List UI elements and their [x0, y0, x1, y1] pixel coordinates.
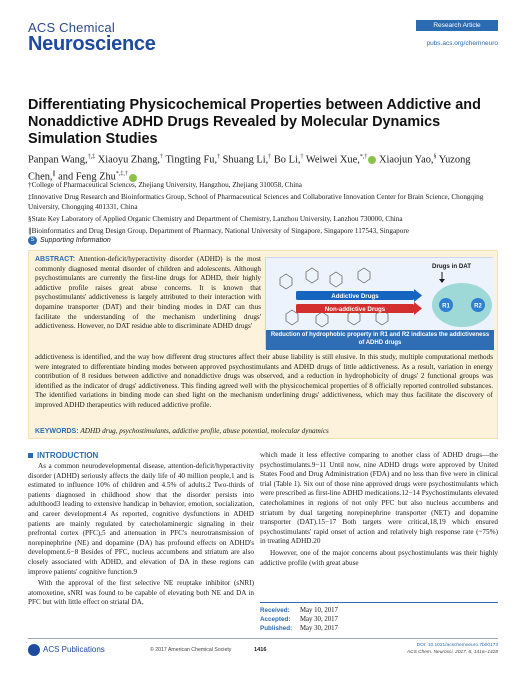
- affiliation: §State Key Laboratory of Applied Organic Chemistry and Department of Chemistry, Lanzhou University, Lanzhou 730000, China: [28, 215, 403, 223]
- publisher-name: ACS Publications: [43, 645, 105, 655]
- supporting-info-link[interactable]: [28, 236, 111, 245]
- intro-left-column: [28, 462, 254, 610]
- date-label: Accepted:: [260, 616, 291, 623]
- author-affil-mark: §: [433, 154, 437, 160]
- acs-publications-logo[interactable]: [28, 644, 105, 656]
- publication-dates: [260, 602, 498, 633]
- toc-caption: Reduction of hydrophobic property in R1 and R2 indicates the addictiveness of ADHD drugs: [270, 332, 490, 346]
- date-value: May 30, 2017: [300, 616, 338, 623]
- author-affil-mark: †: [160, 154, 164, 160]
- orcid-icon[interactable]: [368, 156, 376, 164]
- author-affil-mark: *,†: [359, 154, 368, 160]
- affiliation: ‡Innovative Drug Research and Bioinformatics Group, School of Pharmaceutical Sciences and Collaborative Innovation Center for Brain Science, Chongqing University, Chongqing 401331, China: [28, 193, 484, 211]
- affiliation: †College of Pharmaceutical Sciences, Zhejiang University, Hangzhou, Zhejiang 310058, China: [28, 181, 302, 189]
- author-affil-mark: †: [217, 154, 221, 160]
- page-footer: [28, 638, 498, 658]
- author-affil-mark: *,‡,†: [115, 171, 128, 178]
- author-name[interactable]: Weiwei Xue,: [305, 154, 360, 166]
- journal-name-main: Neuroscience: [28, 33, 156, 55]
- journal-url-link[interactable]: pubs.acs.org/chemneuro: [426, 40, 498, 47]
- keywords-text: ADHD drug, psychostimulants, addictive profile, abuse potential, molecular dynamics: [80, 427, 329, 435]
- date-row: [260, 606, 498, 615]
- doi-link[interactable]: DOI: 10.1021/acschemneuro.7b00173: [416, 643, 498, 648]
- author-name[interactable]: Yuzong Chen,: [28, 154, 471, 183]
- addictive-drugs-label: Addictive Drugs: [331, 293, 379, 300]
- date-row: [260, 615, 498, 624]
- date-row: [260, 624, 498, 633]
- drugs-in-dat-label: Drugs in DAT: [432, 263, 472, 270]
- doi-block: [407, 643, 498, 656]
- keywords-label: KEYWORDS:: [35, 428, 79, 435]
- affiliation: ∥Bioinformatics and Drug Design Group, Department of Pharmacy, National University of Singapore, Singapore 117543, Singapore: [28, 227, 409, 235]
- nonaddictive-drugs-label: Non-addictive Drugs: [324, 306, 386, 313]
- supporting-info-label: Supporting Information: [40, 237, 111, 244]
- abstract-text-1: Attention-deficit/hyperactivity disorder (ADHD) is the most commonly diagnosed mental disorder of children and adolescents. Although psychostimulants are currently the first-line drugs for ADHD, their highly addictive profile raises great abuse concerns. It is known that psychostimulants' addictiveness is largely attributed to their interaction with dopamine transporter (DAT) and their binding modes in DAT can thus facilitate the understanding of the mechanism underlining drugs' addictiveness. However, no DAT residue able to discriminate ADHD drugs': [35, 255, 261, 331]
- intro-paragraph: which made it less effective comparing to another class of ADHD drugs—the psychostimulants.9−11 Until now, nine ADHD drugs were approved by United States Food and Drug Administration (FDA) and no less than five were in clinical trial (Table 1). Six out of those nine approved drugs were psychostimulants which were prescribed as first-line ADHD medications.12−14 Psychostimulants elevated catecholamines in regions of not only PFC but also nucleus accumbens and striatum by dual targeting norepinephrine transporter (NET) and dopamine transporter (DAT).15−17 Both targets were critical,18,19 which ensured psychostimulants' rapid onset of action and relatively high response rate (~75%) in treating ADHD.20: [260, 451, 498, 546]
- author-name[interactable]: Xiaojun Yao,: [378, 154, 434, 166]
- journal-name-top: ACS Chemical: [28, 20, 115, 35]
- author-name[interactable]: Bo Li,: [273, 154, 301, 166]
- author-name[interactable]: Xiaoyu Zhang,: [97, 154, 161, 166]
- date-value: May 10, 2017: [300, 607, 338, 614]
- r1-label: R1: [442, 303, 450, 310]
- supporting-info-icon: S: [28, 236, 37, 245]
- article-title: Differentiating Physicochemical Properties between Addictive and Nonaddictive ADHD Drugs Revealed by Molecular Dynamics Simulation Studies: [28, 97, 481, 147]
- author-name[interactable]: Panpan Wang,: [28, 154, 88, 166]
- author-name[interactable]: Tingting Fu,: [165, 154, 218, 166]
- page-number: 1416: [254, 647, 267, 653]
- citation: ACS Chem. Neurosci. 2017, 8, 1416−1428: [406, 649, 498, 655]
- journal-header: [28, 20, 498, 64]
- affiliations: [28, 180, 498, 238]
- intro-paragraph: With the approval of the first selective NE reuptake inhibitor (sNRI) atomoxetine, sNRI was found to be capable of elevating both NE and DA in PFC but with little effect on striatal DA,: [28, 579, 254, 607]
- author-affil-mark: †: [300, 154, 304, 160]
- intro-right-column: [260, 451, 498, 570]
- abstract-text-2: addictiveness is identified, and the way how different drug structures affect their abuse liability is still elusive. In this study, multiple computational methods were integrated to differentiate binding modes between approved psychostimulants and ADHD drugs of little addictiveness. As a result, variation in energy contribution of 8 residues between addictive and nonaddictive drugs was observed, and a reduction in hydrophobicity of drugs' 2 functional groups was identified as the indicator of drugs' addictiveness. This finding agreed well with the physicochemical properties of 8 officially reported controlled substances. The identified variations in binding mode can shed light on the mechanism underlining drugs' addictiveness, which may thus facilitate the discovery of improved ADHD therapeutics with reduced addictive profile.: [35, 353, 493, 409]
- section-square-icon: [28, 453, 33, 458]
- copyright: © 2017 American Chemical Society: [150, 647, 232, 653]
- introduction-heading-label: INTRODUCTION: [37, 451, 99, 460]
- abstract-box: [28, 250, 498, 439]
- date-label: Received:: [260, 607, 290, 614]
- toc-graphic: [265, 257, 493, 349]
- author-name[interactable]: and Feng Zhu: [58, 171, 116, 183]
- date-value: May 30, 2017: [300, 625, 338, 632]
- abstract-part-1: [35, 255, 261, 332]
- introduction-heading: [28, 451, 98, 460]
- author-affil-mark: †,‡: [87, 154, 96, 160]
- keywords: [35, 427, 493, 435]
- r2-label: R2: [474, 303, 482, 310]
- date-label: Published:: [260, 625, 293, 632]
- author-name[interactable]: Shuang Li,: [222, 154, 269, 166]
- abstract-label: ABSTRACT:: [35, 256, 76, 263]
- intro-paragraph: As a common neurodevelopmental disease, attention-deficit/hyperactivity disorder (ADHD) seriously affects the daily life of 40 million people,1 and is estimated to influence 10% of children and 4.5% of adults.2 Two-thirds of patients diagnosed in childhood show that the disorder persists into adulthood3 leading to extensive handicap in behavior, emotion, socialization, and career development.4 As reported, cognitive dysfunctions in ADHD patients are mainly regulated by catecholaminergic signaling in their prefrontal cortex (PFC),5 and attenuation in PFC's neurotransmission of norepinephrine (NE) and dopamine (DA) has profound effects on ADHD's development.6−8 Besides of PFC, nucleus accumbens and striatum are also closely associated with ADHD, and elevation of DA in these regions can improve patients' cognitive function.9: [28, 462, 254, 576]
- article-type-badge: Research Article: [416, 20, 498, 31]
- author-affil-mark: ∥: [52, 171, 56, 178]
- intro-paragraph: However, one of the major concerns about psychostimulants was their highly addictive profile (with great abuse: [260, 548, 498, 567]
- acs-logo-icon: [28, 644, 40, 656]
- author-affil-mark: †: [268, 154, 272, 160]
